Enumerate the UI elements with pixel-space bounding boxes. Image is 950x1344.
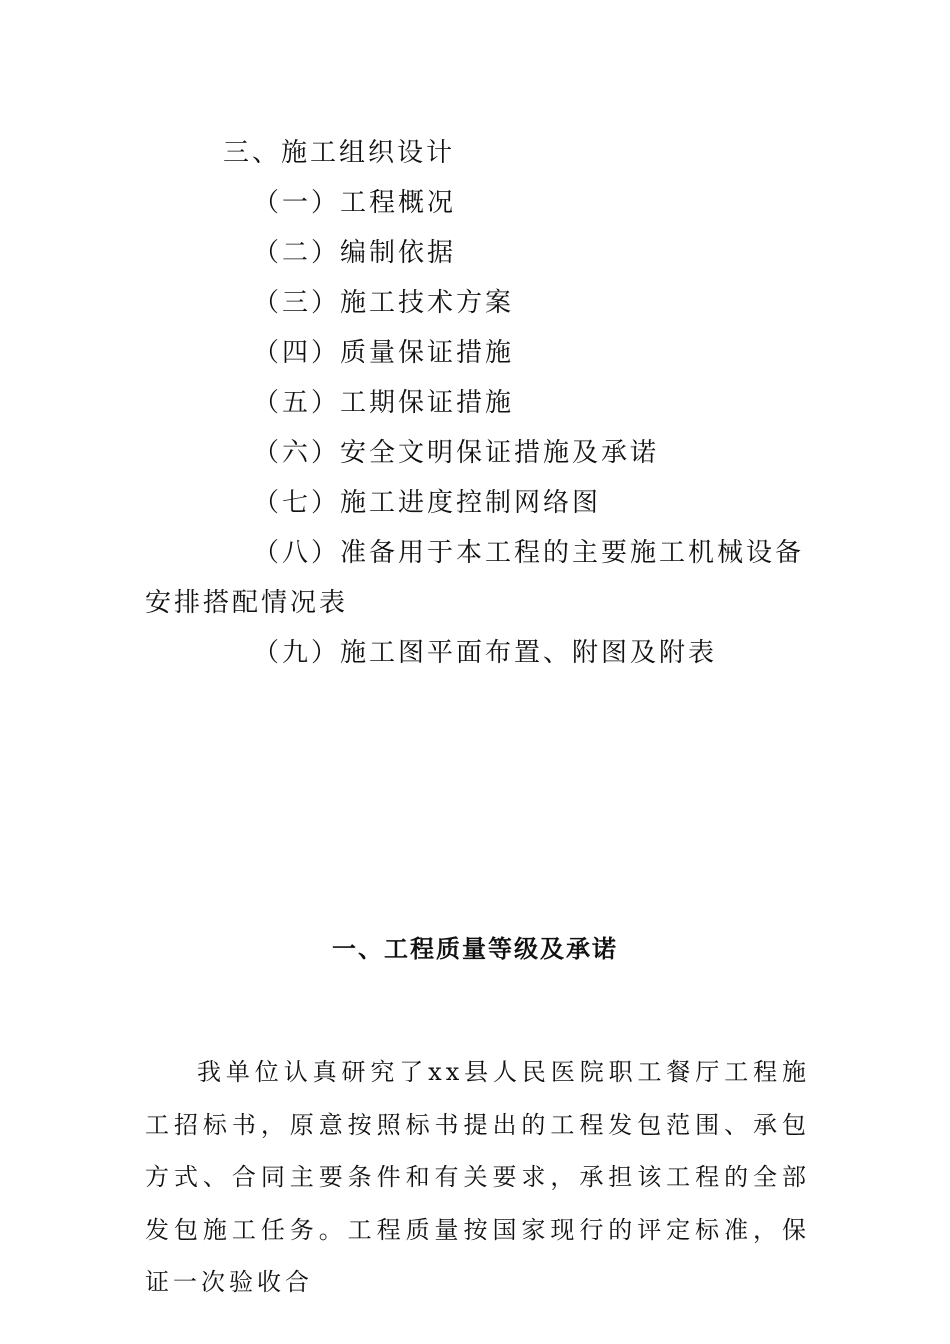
toc-item-1: （一）工程概况 <box>253 188 457 218</box>
body-paragraph: 我单位认真研究了xx县人民医院职工餐厅工程施工招标书，原意按照标书提出的工程发包范围、承包方式、合同主要条件和有关要求，承担该工程的全部发包施工任务。工程质量按国家现行的评定标准，保证一次验收合 <box>145 1058 810 1296</box>
toc-item-4: （四）质量保证措施 <box>253 338 515 368</box>
toc-item-8: （八）准备用于本工程的主要施工机械设备安排搭配情况表 <box>145 538 805 618</box>
toc-item-9: （九）施工图平面布置、附图及附表 <box>253 638 718 668</box>
section-title: 一、工程质量等级及承诺 <box>332 934 618 963</box>
toc-item-2: （二）编制依据 <box>253 238 457 268</box>
toc-item-3: （三）施工技术方案 <box>253 288 515 318</box>
table-of-contents <box>145 128 810 678</box>
toc-item-7: （七）施工进度控制网络图 <box>253 488 602 518</box>
toc-heading: 三、施工组织设计 <box>223 138 456 168</box>
toc-item-6: （六）安全文明保证措施及承诺 <box>253 438 660 468</box>
toc-item-5: （五）工期保证措施 <box>253 388 515 418</box>
